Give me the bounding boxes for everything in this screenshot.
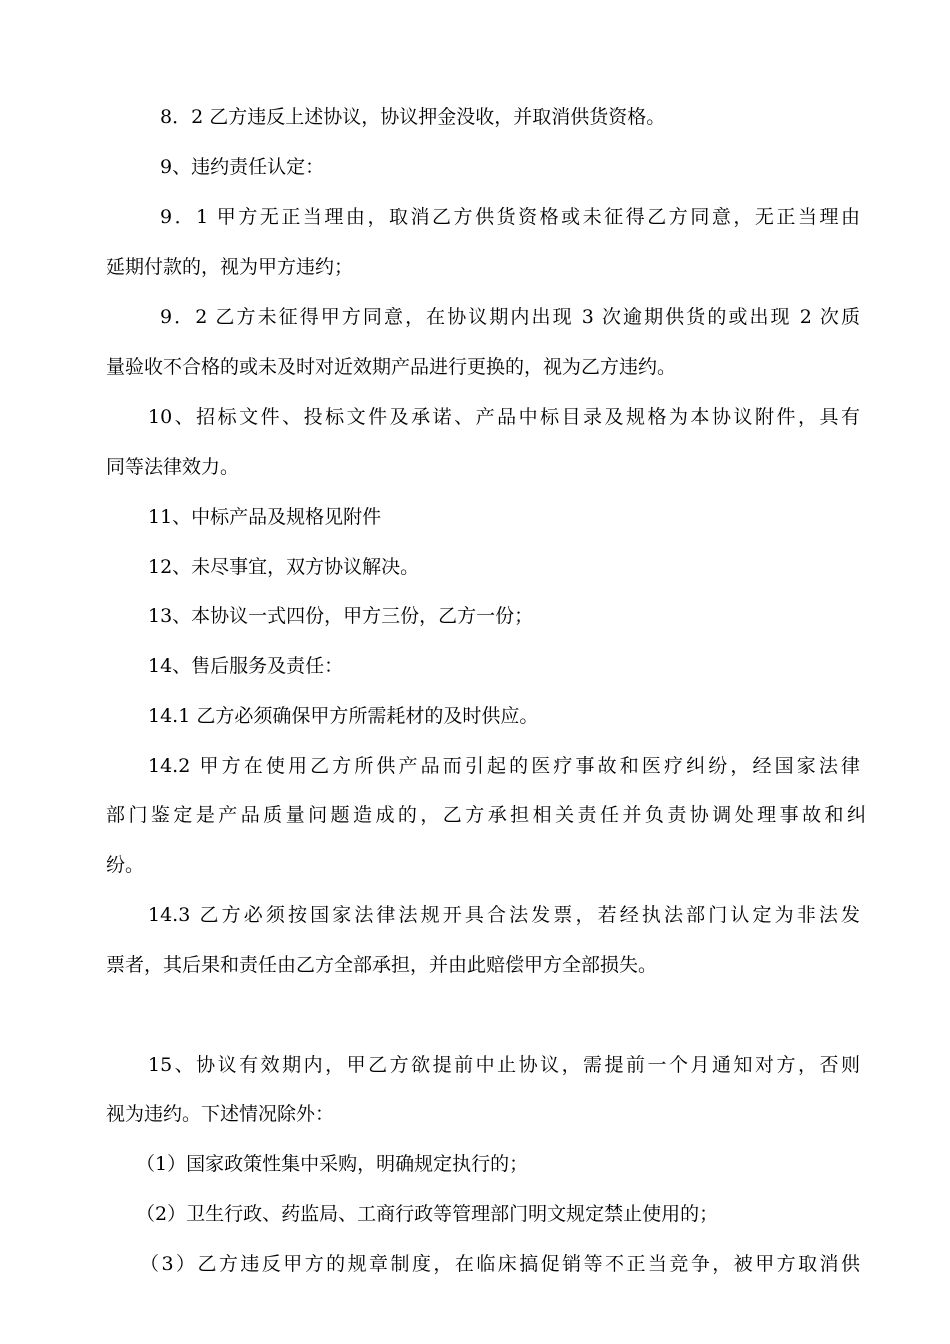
paragraph-11-line-1: 11、中标产品及规格见附件: [148, 506, 382, 528]
paragraph-14-1-line-1: 14.1 乙方必须确保甲方所需耗材的及时供应。: [148, 705, 539, 727]
paragraph-14-3-line-1: 14.3 乙方必须按国家法律法规开具合法发票，若经执法部门认定为非法发: [148, 904, 860, 926]
paragraph-8-2-line-1: 8．2 乙方违反上述协议，协议押金没收，并取消供货资格。: [160, 106, 666, 128]
paragraph-14-2-line-1: 14.2 甲方在使用乙方所供产品而引起的医疗事故和医疗纠纷，经国家法律: [148, 755, 860, 777]
paragraph-12-line-1: 12、未尽事宜，双方协议解决。: [148, 556, 420, 578]
paragraph-14-line-1: 14、售后服务及责任：: [148, 655, 344, 677]
paragraph-9-1-line-1: 9．1 甲方无正当理由，取消乙方供货资格或未征得乙方同意，无正当理由: [160, 206, 860, 228]
paragraph-15-line-1: 15、协议有效期内，甲乙方欲提前中止协议，需提前一个月通知对方，否则: [148, 1054, 860, 1076]
paragraph-14-3-line-2: 票者，其后果和责任由乙方全部承担，并由此赔偿甲方全部损失。: [106, 954, 658, 976]
paragraph-9-1-line-2: 延期付款的，视为甲方违约；: [106, 256, 354, 278]
paragraph-10-line-2: 同等法律效力。: [106, 456, 240, 478]
paragraph-9-line-1: 9、违约责任认定：: [160, 156, 325, 178]
paragraph-10-line-1: 10、招标文件、投标文件及承诺、产品中标目录及规格为本协议附件，具有: [148, 406, 860, 428]
paragraph-15-item-3: （3）乙方违反甲方的规章制度，在临床搞促销等不正当竞争，被甲方取消供: [140, 1253, 860, 1275]
paragraph-9-2-line-2: 量验收不合格的或未及时对近效期产品进行更换的，视为乙方违约。: [106, 356, 677, 378]
paragraph-14-2-line-2: 部门鉴定是产品质量问题造成的，乙方承担相关责任并负责协调处理事故和纠: [106, 804, 866, 826]
paragraph-13-line-1: 13、本协议一式四份，甲方三份，乙方一份；: [148, 605, 534, 627]
paragraph-15-item-1: （1）国家政策性集中采购，明确规定执行的；: [136, 1153, 529, 1175]
paragraph-14-2-line-3: 纷。: [106, 854, 145, 876]
paragraph-9-2-line-1: 9．2 乙方未征得甲方同意，在协议期内出现 3 次逾期供货的或出现 2 次质: [160, 306, 860, 328]
paragraph-15-item-2: （2）卫生行政、药监局、工商行政等管理部门明文规定禁止使用的；: [136, 1203, 719, 1225]
paragraph-15-line-2: 视为违约。下述情况除外：: [106, 1103, 335, 1125]
